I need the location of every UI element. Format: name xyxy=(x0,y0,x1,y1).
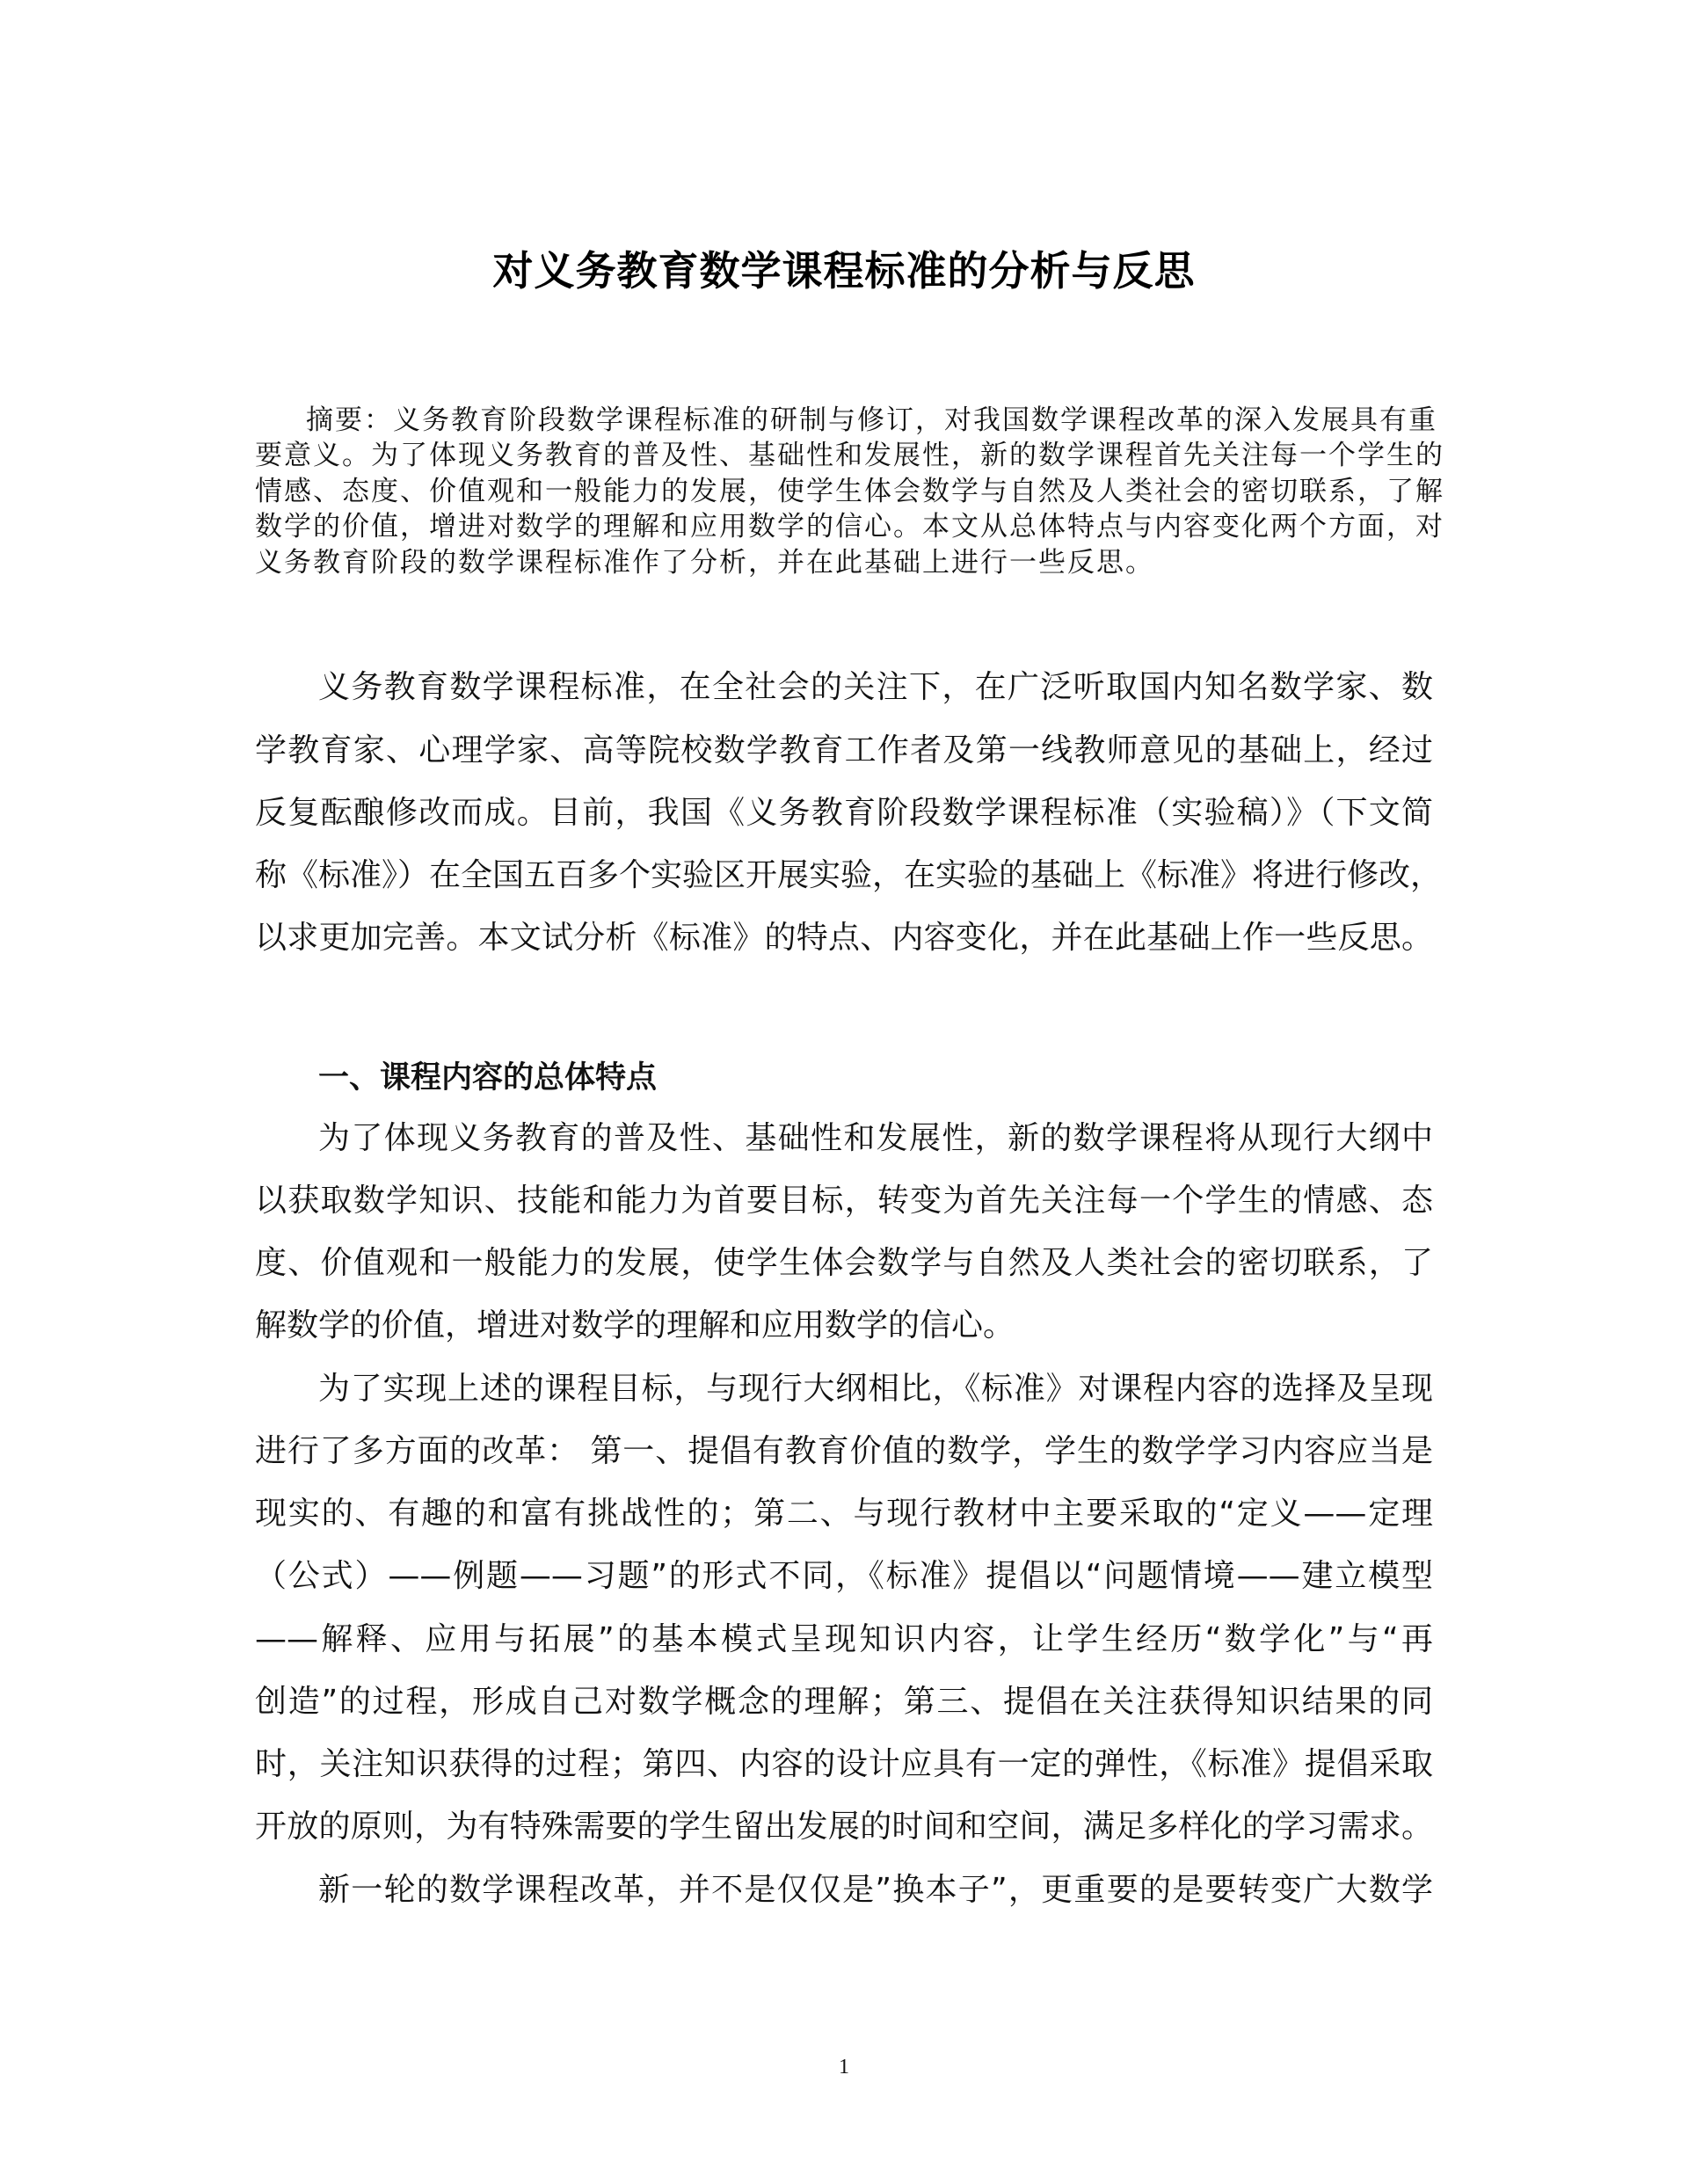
intro-line: 称《标准》）在全国五百多个实验区开展实验，在实验的基础上《标准》将进行修改， xyxy=(255,857,1443,893)
abstract-line: 要意义。为了体现义务教育的普及性、基础性和发展性，新的数学课程首先关注每一个学生的 xyxy=(255,440,1444,471)
paragraph-line: 创造”的过程，形成自己对数学概念的理解；第三、提倡在关注获得知识结果的同 xyxy=(255,1684,1433,1720)
abstract-line: 义务教育阶段的数学课程标准作了分析，并在此基础上进行一些反思。 xyxy=(255,547,1154,579)
paragraph-line: ——解释、应用与拓展”的基本模式呈现知识内容，让学生经历“数学化”与“再 xyxy=(255,1621,1433,1657)
paragraph-line: 时，关注知识获得的过程；第四、内容的设计应具有一定的弹性，《标准》提倡采取 xyxy=(255,1746,1433,1782)
paragraph-line: 开放的原则，为有特殊需要的学生留出发展的时间和空间，满足多样化的学习需求。 xyxy=(255,1809,1433,1845)
abstract-line: 摘要：义务教育阶段数学课程标准的研制与修订，对我国数学课程改革的深入发展具有重 xyxy=(306,404,1437,436)
paragraph-line: 新一轮的数学课程改革，并不是仅仅是”换本子”，更重要的是要转变广大数学 xyxy=(318,1872,1433,1908)
paragraph-line: 以获取数学知识、技能和能力为首要目标，转变为首先关注每一个学生的情感、态 xyxy=(255,1183,1433,1219)
paragraph-line: 进行了多方面的改革： 第一、提倡有教育价值的数学，学生的数学学习内容应当是 xyxy=(255,1433,1433,1469)
abstract-line: 数学的价值，增进对数学的理解和应用数学的信心。本文从总体特点与内容变化两个方面，对 xyxy=(255,511,1444,542)
intro-line: 学教育家、心理学家、高等院校数学教育工作者及第一线教师意见的基础上，经过 xyxy=(255,732,1433,768)
intro-line: 义务教育数学课程标准，在全社会的关注下，在广泛听取国内知名数学家、数 xyxy=(318,669,1433,705)
paragraph-line: （公式）——例题——习题”的形式不同，《标准》提倡以“问题情境——建立模型 xyxy=(255,1558,1433,1594)
document-title: 对义务教育数学课程标准的分析与反思 xyxy=(492,247,1196,295)
paragraph-line: 为了体现义务教育的普及性、基础性和发展性，新的数学课程将从现行大纲中 xyxy=(318,1120,1433,1156)
paragraph-line: 现实的、有趣的和富有挑战性的；第二、与现行教材中主要采取的“定义——定理 xyxy=(255,1496,1433,1532)
abstract-line: 情感、态度、价值观和一般能力的发展，使学生体会数学与自然及人类社会的密切联系，了解 xyxy=(255,476,1444,507)
paragraph-line: 度、价值观和一般能力的发展，使学生体会数学与自然及人类社会的密切联系，了 xyxy=(255,1245,1433,1281)
paragraph-line: 为了实现上述的课程目标，与现行大纲相比，《标准》对课程内容的选择及呈现 xyxy=(318,1371,1433,1407)
intro-line: 以求更加完善。本文试分析《标准》的特点、内容变化，并在此基础上作一些反思。 xyxy=(255,920,1433,956)
section-heading: 一、课程内容的总体特点 xyxy=(318,1060,658,1096)
paragraph-line: 解数学的价值，增进对数学的理解和应用数学的信心。 xyxy=(255,1307,1015,1343)
page-number: 1 xyxy=(839,2056,849,2078)
intro-line: 反复酝酿修改而成。目前，我国《义务教育阶段数学课程标准（实验稿）》（下文简 xyxy=(255,795,1433,831)
